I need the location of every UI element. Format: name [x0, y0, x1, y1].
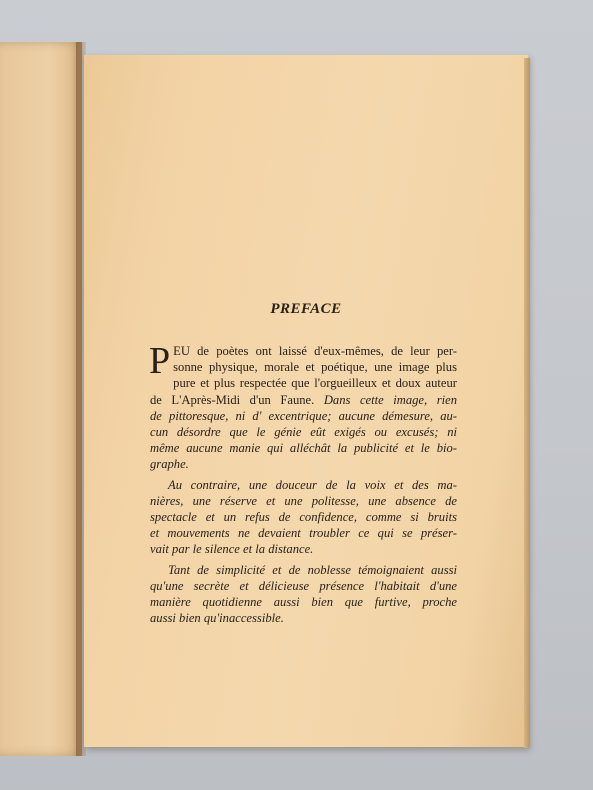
text-line: EU de poètes ont laissé d'eux-mêmes, de leur per- — [173, 344, 457, 358]
text-line: Tant de simplicité et de noblesse témoignaient aussi — [168, 562, 457, 577]
text-line: de pittoresque, ni d' excentrique; aucune démesure, au- — [150, 408, 457, 423]
text-line: aussi bien qu'inaccessible. — [150, 611, 284, 626]
text-line: vait par le silence et la distance. — [150, 542, 314, 557]
text-line: même aucune manie qui alléchât la publicité et le bio- — [150, 441, 457, 456]
text-line-tail: Dans cette image, rien — [323, 392, 457, 407]
text-line: nières, une réserve et une politesse, une absence de — [150, 493, 457, 508]
preface-text — [149, 340, 457, 630]
text-line: cun désordre que le génie eût exigés ou excusés; ni — [150, 425, 457, 440]
paragraph-2 — [150, 477, 457, 558]
paragraph-1 — [149, 340, 457, 473]
text-line: sonne physique, morale et poétique, une image plus — [173, 360, 457, 375]
text-line: graphe. — [150, 457, 189, 472]
text-line: et mouvements ne devaient troubler ce qui se préser- — [150, 526, 457, 541]
text-line: Au contraire, une douceur de la voix et des ma- — [168, 477, 457, 492]
page-edge — [524, 58, 530, 748]
text-line: manière quotidienne aussi bien que furtive, proche — [150, 595, 457, 610]
drop-cap: P — [149, 340, 171, 382]
text-line-head: de L'Après-Midi d'un Faune. — [150, 392, 315, 407]
text-line: pure et plus respectée que l'orgueilleux et doux auteur — [173, 376, 457, 391]
left-page — [0, 42, 82, 756]
paragraph-3 — [150, 562, 457, 627]
text-line — [150, 392, 457, 408]
page-title: PREFACE — [270, 301, 342, 317]
text-line: qu'une secrète et délicieuse présence l'habitait d'une — [150, 578, 457, 593]
text-line: spectacle et un refus de confidence, comme si bruits — [150, 510, 457, 525]
